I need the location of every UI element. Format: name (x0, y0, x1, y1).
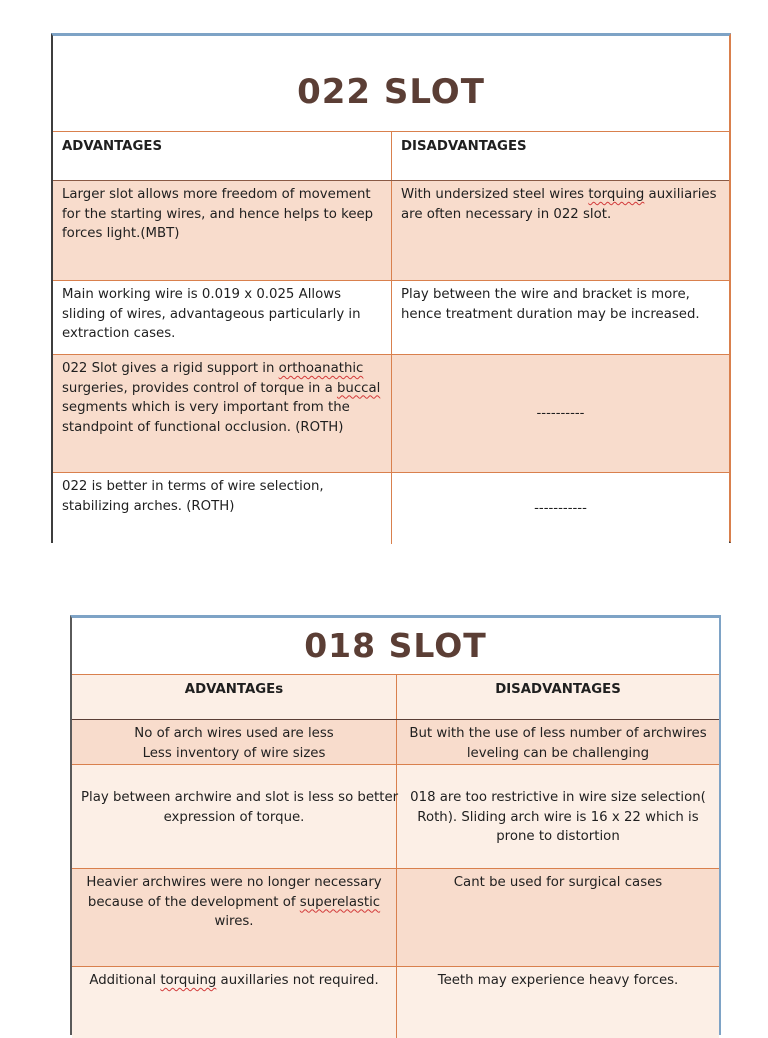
text-line: No of arch wires used are less (134, 726, 334, 741)
disadvantage-cell (397, 765, 719, 868)
table-018-slot (70, 615, 721, 1035)
text-line: standpoint of functional occlusion. (ROTH) (62, 419, 344, 435)
text-line: leveling can be challenging (466, 745, 650, 761)
text-line: Larger slot allows more freedom of movement (62, 187, 371, 202)
advantage-cell (53, 281, 392, 354)
advantage-cell (53, 181, 392, 280)
disadvantage-cell (392, 355, 729, 472)
advantage-cell (72, 765, 397, 868)
text-line: 022 is better in terms of wire selection, (62, 479, 324, 494)
header-disadvantages: DISADVANTAGES (401, 139, 527, 154)
text-line: Teeth may experience heavy forces. (437, 973, 679, 988)
text-line: Cant be used for surgical cases (453, 875, 663, 890)
table-row (53, 280, 729, 354)
text-line: Heavier archwires were no longer necessary (86, 875, 382, 890)
text-line: Additional torquing auxillaries not required. (89, 973, 379, 988)
text-line: Play between archwire and slot is less so better (81, 790, 399, 805)
advantage-cell (72, 869, 397, 966)
text-line: expression of torque. (163, 809, 305, 825)
table-row (72, 719, 719, 764)
text-line: 018 are too restrictive in wire size selection( (410, 790, 706, 805)
disadvantage-cell (397, 967, 719, 1038)
table-row (53, 472, 729, 544)
table-row (53, 180, 729, 280)
text-line: stabilizing arches. (ROTH) (62, 498, 235, 514)
text-line: sliding of wires, advantageous particularly in (62, 306, 361, 322)
advantage-cell (72, 967, 397, 1038)
table-row (72, 868, 719, 966)
table-row (53, 354, 729, 472)
disadvantage-cell (392, 281, 729, 354)
text-line: With undersized steel wires torquing auxiliaries (401, 187, 717, 202)
table-title: 018 SLOT (304, 626, 487, 665)
dash-placeholder: ---------- (536, 405, 585, 421)
disadvantage-cell (397, 869, 719, 966)
table-022-slot (51, 33, 731, 543)
advantage-cell (53, 355, 392, 472)
table-title: 022 SLOT (297, 72, 485, 112)
header-advantages: ADVANTAGEs (72, 675, 397, 719)
table-header-row (53, 131, 729, 180)
advantage-cell (53, 473, 392, 544)
disadvantage-cell (392, 473, 729, 544)
text-line: are often necessary in 022 slot. (401, 206, 612, 222)
table-row (72, 966, 719, 1038)
text-line: for the starting wires, and hence helps to keep (62, 206, 374, 222)
dash-placeholder: ----------- (534, 500, 587, 516)
text-line: hence treatment duration may be increased. (401, 306, 700, 322)
text-line: prone to distortion (496, 829, 620, 844)
text-line: extraction cases. (62, 326, 176, 341)
text-line: But with the use of less number of archwires (409, 726, 707, 741)
disadvantage-cell (392, 181, 729, 280)
text-line: because of the development of superelastic (87, 894, 381, 910)
text-line: surgeries, provides control of torque in a buccal (62, 380, 381, 396)
table-row (72, 764, 719, 868)
text-line: segments which is very important from the (62, 400, 350, 415)
header-disadvantages: DISADVANTAGES (495, 682, 621, 697)
table-header-row (72, 674, 719, 719)
text-line: forces light.(MBT) (62, 226, 180, 241)
text-line: Less inventory of wire sizes (142, 745, 326, 761)
text-line: Roth). Sliding arch wire is 16 x 22 which is (417, 809, 699, 825)
advantage-cell (72, 720, 397, 764)
header-advantages: ADVANTAGES (53, 132, 392, 180)
text-line: 022 Slot gives a rigid support in orthoanathic (62, 361, 364, 376)
text-line: wires. (214, 914, 254, 929)
text-line: Play between the wire and bracket is more, (401, 287, 690, 302)
disadvantage-cell (397, 720, 719, 764)
text-line: Main working wire is 0.019 x 0.025 Allows (62, 287, 342, 302)
